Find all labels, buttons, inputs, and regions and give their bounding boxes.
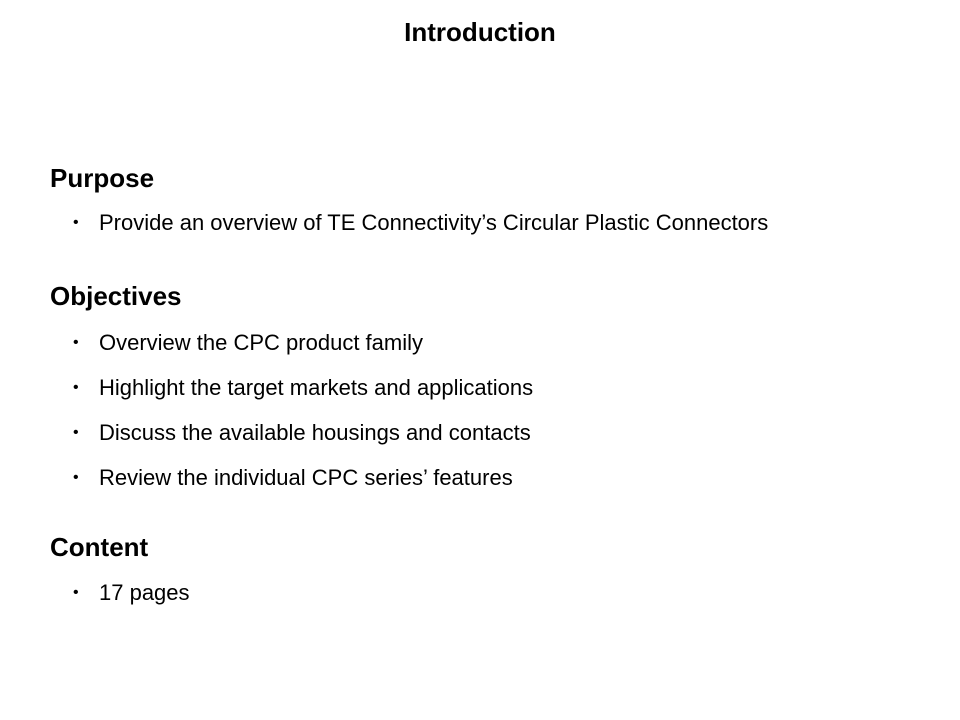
- bullet-icon: •: [73, 584, 79, 601]
- objectives-heading: Objectives: [50, 281, 182, 311]
- bullet-icon: •: [73, 214, 79, 231]
- objectives-item-text: Discuss the available housings and contacts: [99, 420, 531, 445]
- bullet-icon: •: [73, 469, 79, 486]
- objectives-item: [50, 329, 930, 374]
- objectives-list: [50, 329, 930, 509]
- objectives-item-text: Highlight the target markets and applications: [99, 375, 534, 400]
- slide-title: Introduction: [404, 17, 556, 47]
- bullet-icon: •: [73, 424, 79, 441]
- content-item: [50, 579, 930, 624]
- purpose-heading: Purpose: [50, 163, 155, 193]
- objectives-section: [50, 280, 930, 509]
- bullet-icon: •: [73, 334, 79, 351]
- objectives-item-text: Review the individual CPC series’ features: [99, 465, 513, 490]
- objectives-item: [50, 419, 930, 464]
- content-section: [50, 531, 930, 624]
- purpose-item-text: Provide an overview of TE Connectivity’s Circular Plastic Connectors: [99, 210, 769, 235]
- purpose-section: [50, 162, 930, 254]
- purpose-list: [50, 209, 930, 254]
- content-item-text: 17 pages: [99, 580, 190, 605]
- objectives-item: [50, 464, 930, 509]
- objectives-item: [50, 374, 930, 419]
- purpose-item: [50, 209, 930, 254]
- bullet-icon: •: [73, 379, 79, 396]
- objectives-item-text: Overview the CPC product family: [99, 330, 423, 355]
- content-list: [50, 579, 930, 624]
- content-heading: Content: [50, 532, 149, 562]
